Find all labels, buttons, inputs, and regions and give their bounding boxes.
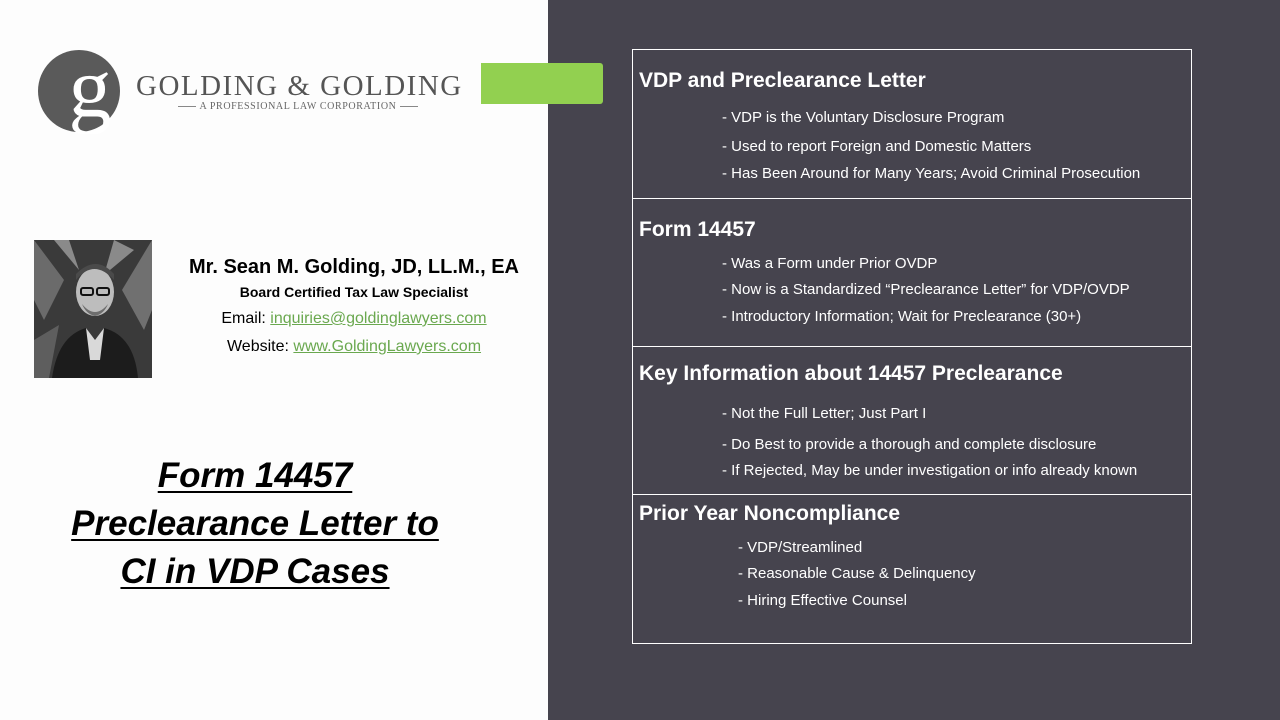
logo-tagline-text: A PROFESSIONAL LAW CORPORATION bbox=[199, 101, 397, 112]
list-item: - Hiring Effective Counsel bbox=[738, 592, 907, 609]
golding-logo-icon bbox=[38, 48, 128, 134]
list-item: - Do Best to provide a thorough and complete disclosure bbox=[722, 436, 1097, 453]
slide-title-line-1: Form 14457 bbox=[157, 456, 353, 495]
svg-text:g: g bbox=[68, 48, 112, 134]
profile-title: Board Certified Tax Law Specialist bbox=[239, 284, 469, 300]
list-item: - Was a Form under Prior OVDP bbox=[722, 255, 938, 272]
section-box-form-14457 bbox=[632, 198, 1192, 347]
list-item: - Has Been Around for Many Years; Avoid Criminal Prosecution bbox=[722, 165, 1141, 182]
slide-title-line-3: CI in VDP Cases bbox=[120, 552, 390, 591]
list-item: - Reasonable Cause & Delinquency bbox=[738, 565, 976, 582]
profile-card bbox=[170, 254, 538, 357]
logo-name: GOLDING & GOLDING bbox=[136, 70, 463, 102]
website-link[interactable]: www.GoldingLawyers.com bbox=[293, 338, 482, 355]
list-item: - VDP is the Voluntary Disclosure Program bbox=[722, 109, 1005, 126]
list-item: - Not the Full Letter; Just Part I bbox=[722, 405, 927, 422]
list-item: - If Rejected, May be under investigation or info already known bbox=[722, 462, 1138, 479]
section-heading: Form 14457 bbox=[639, 218, 756, 241]
section-heading: VDP and Preclearance Letter bbox=[639, 69, 926, 92]
slide-title-line-2: Preclearance Letter to bbox=[71, 504, 439, 543]
profile-photo bbox=[34, 240, 152, 378]
list-item: - VDP/Streamlined bbox=[738, 539, 863, 556]
email-link[interactable]: inquiries@goldinglawyers.com bbox=[270, 310, 487, 327]
section-heading: Key Information about 14457 Preclearance bbox=[639, 362, 1063, 385]
list-item: - Used to report Foreign and Domestic Matters bbox=[722, 138, 1032, 155]
section-box-key-information bbox=[632, 346, 1192, 495]
section-heading: Prior Year Noncompliance bbox=[639, 502, 901, 525]
list-item: - Now is a Standardized “Preclearance Letter” for VDP/OVDP bbox=[722, 281, 1130, 298]
accent-tab bbox=[481, 63, 603, 104]
profile-name: Mr. Sean M. Golding, JD, LL.M., EA bbox=[188, 256, 520, 278]
slide-title bbox=[30, 452, 480, 596]
website-label: Website: bbox=[226, 338, 289, 355]
logo-tagline bbox=[172, 101, 424, 112]
section-box-prior-year bbox=[632, 494, 1192, 644]
section-box-vdp bbox=[632, 49, 1192, 199]
list-item: - Introductory Information; Wait for Preclearance (30+) bbox=[722, 308, 1082, 325]
website-line bbox=[170, 337, 538, 357]
email-label: Email: bbox=[221, 310, 266, 327]
email-line bbox=[170, 309, 538, 329]
